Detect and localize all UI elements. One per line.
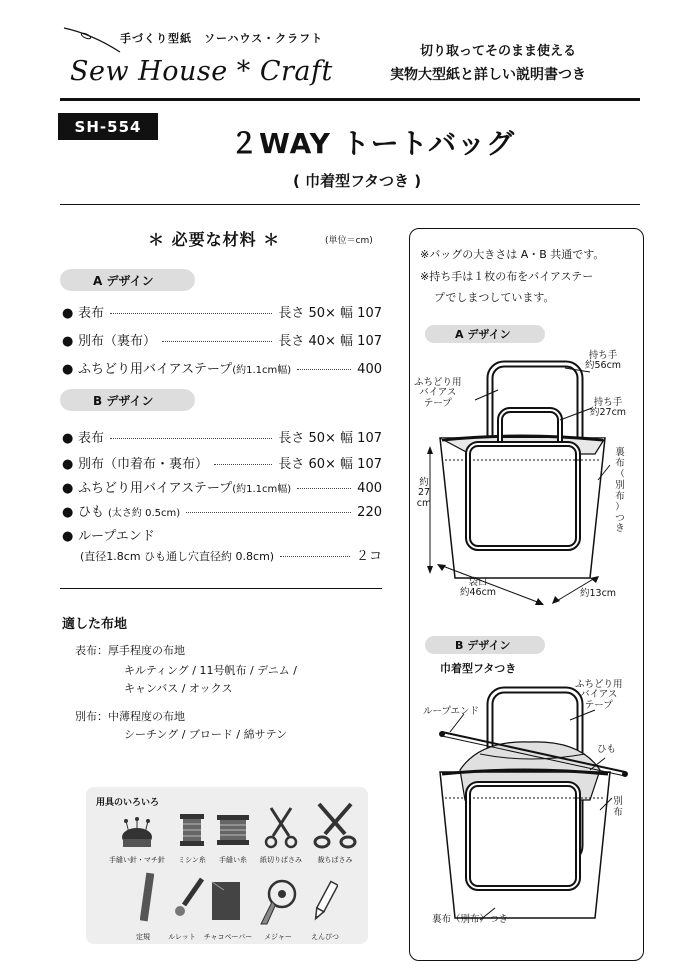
a-handle-outer-label: 持ち手 約56cm <box>585 350 622 372</box>
machine-thread-icon <box>177 812 207 848</box>
fabrics-title: 適した布地 <box>62 617 128 632</box>
b-bias-label: ふちどり用 バイアス テープ <box>575 679 623 711</box>
needle-icon <box>62 24 122 56</box>
b-cord-label: ひも <box>597 744 617 755</box>
b-bottom-label: 裏布（別布）つき <box>432 914 509 925</box>
b-lining-label: 別 布 <box>613 796 623 818</box>
pincushion-icon <box>117 815 157 851</box>
material-row: ● 別布（裏布） 長さ 40× 幅 107 <box>62 334 382 349</box>
fabric-lining-list: シーチング / ブロード / 綿サテン <box>124 728 288 741</box>
header-tag-2: 実物大型紙と詳しい説明書つき <box>390 67 586 83</box>
fabric-scissors-icon <box>313 800 357 850</box>
product-title: ２WAY トートバッグ <box>230 127 516 160</box>
tool-label: 手縫い糸 <box>219 856 247 864</box>
material-row: ● 別布（巾着布・裏布） 長さ 60× 幅 107 <box>62 457 382 472</box>
diagram-note-2b: プでしまつしています。 <box>434 291 555 304</box>
material-row: ● ループエンド <box>62 529 155 544</box>
tool-label: 手縫い針・マチ針 <box>109 856 165 864</box>
chalk-paper-icon <box>210 880 244 924</box>
tracing-wheel-icon <box>172 875 206 919</box>
materials-title: ＊ 必要な材料 ＊ <box>148 230 281 249</box>
a-lining-label: 裏 布 （ 別 布 ） つ き <box>615 447 625 535</box>
material-row: ● ふちどり用バイアステープ (約1.1cm幅) 400 <box>62 362 382 377</box>
brand-logo: Sew House * Craft <box>70 56 333 87</box>
a-height-label: 約 27 cm <box>416 477 432 509</box>
unit-note: (単位＝cm) <box>325 236 373 246</box>
design-b-label: B デザイン <box>60 389 195 411</box>
a-mouth-label: 袋口 約46cm <box>460 577 497 599</box>
brand-tagline: 手づくり型紙 ソーハウス・クラフト <box>120 32 324 45</box>
tool-label: チャコペーパー <box>203 933 253 941</box>
tool-label: メジャー <box>264 933 292 941</box>
fabric-outer-list-2: キャンバス / オックス <box>124 682 233 695</box>
paper-scissors-icon <box>263 806 299 850</box>
pencil-icon <box>312 879 338 923</box>
tool-label: 定規 <box>136 933 150 941</box>
hand-thread-icon <box>215 812 251 848</box>
material-row: ● ふちどり用バイアステープ (約1.1cm幅) 400 <box>62 481 382 496</box>
fabric-lining-label: 別布：中薄程度の布地 <box>75 710 185 723</box>
ruler-icon <box>140 871 154 923</box>
tape-measure-icon <box>258 878 298 926</box>
material-row: ● ひも (太さ約 0.5cm) 220 <box>62 505 382 520</box>
header-divider <box>60 98 640 101</box>
tool-label: 裁ちばさみ <box>317 856 353 864</box>
diagram-note-2a: ※持ち手は１枚の布をバイアステー <box>420 270 594 283</box>
product-code: SH-554 <box>58 113 158 140</box>
tool-label: ルレット <box>168 933 196 941</box>
a-handle-inner-label: 持ち手 約27cm <box>590 397 627 419</box>
material-row: ● 表布 長さ 50× 幅 107 <box>62 306 382 321</box>
bag-b-illustration <box>420 680 635 935</box>
a-depth-label: 約13cm <box>580 588 617 599</box>
fabric-outer-label: 表布：厚手程度の布地 <box>75 644 185 657</box>
tool-label: ミシン糸 <box>178 856 206 864</box>
material-subrow: (直径1.8cm ひも通し穴直径約 0.8cm) ２コ <box>80 549 382 564</box>
b-loop-end-label: ループエンド <box>423 706 480 717</box>
header-tag-1: 切り取ってそのまま使える <box>420 44 577 59</box>
tools-title: 用具のいろいろ <box>96 798 160 808</box>
material-row: ● 表布 長さ 50× 幅 107 <box>62 431 382 446</box>
diagram-note-1: ※バッグの大きさは A・B 共通です。 <box>420 248 605 261</box>
title-divider <box>60 204 640 205</box>
a-bias-label: ふちどり用 バイアス テープ <box>414 377 462 409</box>
diagram-b-subtitle: 巾着型フタつき <box>440 662 517 675</box>
design-a-label: A デザイン <box>60 269 195 291</box>
tool-label: えんぴつ <box>311 933 339 941</box>
diagram-a-label: A デザイン <box>425 325 545 343</box>
tool-label: 紙切りばさみ <box>260 856 302 864</box>
product-subtitle: ( 巾着型フタつき ) <box>293 172 422 190</box>
section-divider <box>60 588 382 589</box>
fabric-outer-list-1: キルティング / 11号帆布 / デニム / <box>124 664 297 677</box>
diagram-b-label: B デザイン <box>425 636 545 654</box>
